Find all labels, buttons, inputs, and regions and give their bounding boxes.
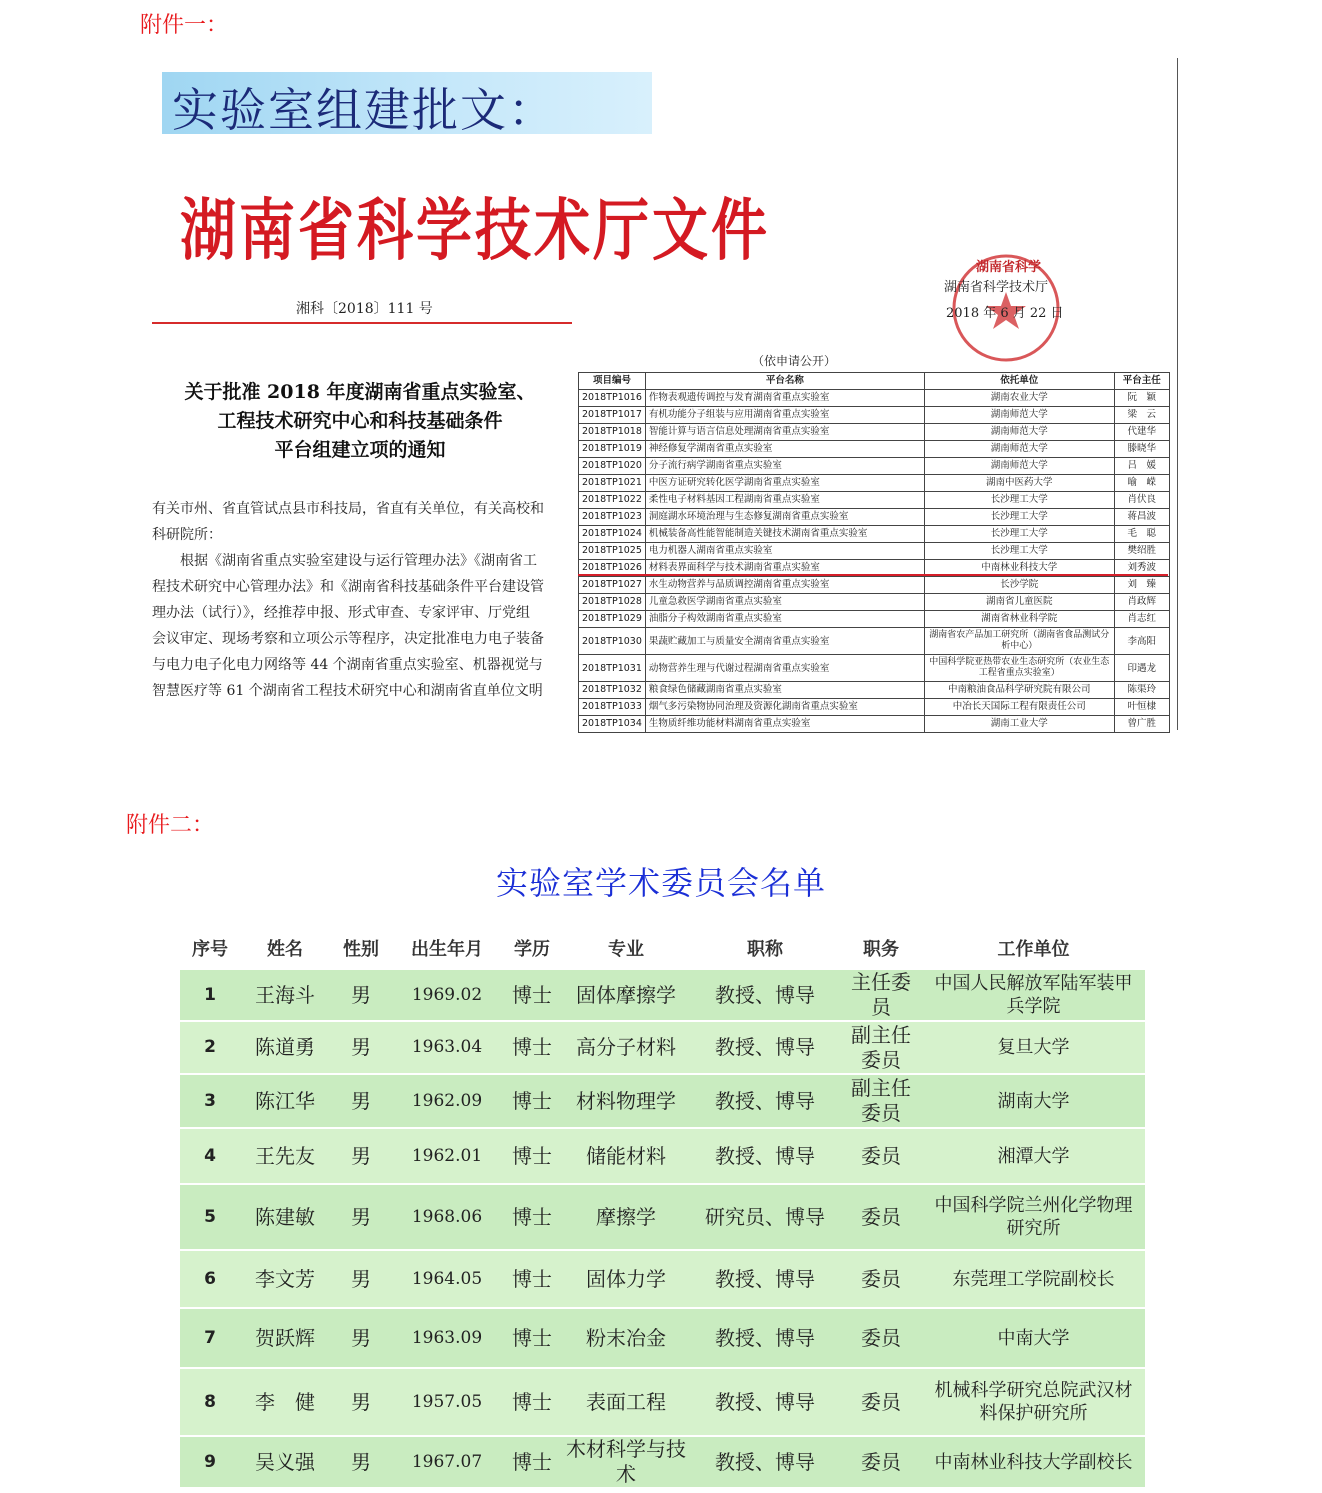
- table-cell: 2018TP1028: [579, 594, 646, 611]
- red-divider: [152, 322, 572, 324]
- table-cell: 肖志红: [1114, 611, 1169, 628]
- notice-title: [150, 378, 570, 465]
- table-cell: 2018TP1020: [579, 458, 646, 475]
- table-cell: 6: [180, 1250, 240, 1308]
- table-row: [579, 577, 1170, 594]
- table-row: [579, 594, 1170, 611]
- table-cell: 教授、博导: [690, 1021, 840, 1074]
- table-cell: 作物表观遗传调控与发育湖南省重点实验室: [645, 390, 924, 407]
- table-cell: 委员: [840, 1128, 922, 1184]
- table-cell: 1968.06: [392, 1184, 502, 1250]
- table-row: [180, 1250, 1145, 1308]
- table-cell: 滕晓华: [1114, 441, 1169, 458]
- table-cell: 1964.05: [392, 1250, 502, 1308]
- table-cell: 叶恒棣: [1114, 699, 1169, 716]
- table-cell: 刘 臻: [1114, 577, 1169, 594]
- table-cell: 9: [180, 1436, 240, 1487]
- banner-title: 实验室组建批文：: [172, 83, 556, 137]
- table-cell: 曾广胜: [1114, 716, 1169, 733]
- table-cell: 委员: [840, 1368, 922, 1436]
- table-cell: 2018TP1024: [579, 526, 646, 543]
- table-cell: 湖南师范大学: [924, 458, 1114, 475]
- table-cell: 摩擦学: [562, 1184, 690, 1250]
- table-cell: 机械科学研究总院武汉材料保护研究所: [922, 1368, 1145, 1436]
- table-cell: 烟气多污染物协同治理及资源化湖南省重点实验室: [645, 699, 924, 716]
- table-cell: 洞庭湖水环境治理与生态修复湖南省重点实验室: [645, 509, 924, 526]
- table-row: [579, 509, 1170, 526]
- table-cell: 2018TP1016: [579, 390, 646, 407]
- table-cell: 1962.01: [392, 1128, 502, 1184]
- table-cell: 湖南省农产品加工研究所（湖南省食品测试分析中心）: [924, 628, 1114, 655]
- table-cell: 王先友: [240, 1128, 330, 1184]
- body-line: 科研院所：: [152, 527, 222, 543]
- table-cell: 4: [180, 1128, 240, 1184]
- table-cell: 智能计算与语言信息处理湖南省重点实验室: [645, 424, 924, 441]
- header-cell: 项目编号: [579, 373, 646, 390]
- table-cell: 博士: [502, 1074, 562, 1128]
- table-row: [579, 682, 1170, 699]
- seal-ring-text: 湖南省科学: [976, 260, 1042, 275]
- notice-body: [152, 496, 570, 704]
- table-cell: 中南林业科技大学: [924, 560, 1114, 577]
- table-cell: 王海斗: [240, 969, 330, 1021]
- table-cell: 高分子材料: [562, 1021, 690, 1074]
- header-cell: 依托单位: [924, 373, 1114, 390]
- table-cell: 博士: [502, 1021, 562, 1074]
- table-cell: 吕 媛: [1114, 458, 1169, 475]
- table-cell: 教授、博导: [690, 969, 840, 1021]
- table-cell: 男: [330, 1308, 392, 1368]
- table-cell: 李 健: [240, 1368, 330, 1436]
- table-cell: 2018TP1017: [579, 407, 646, 424]
- table-cell: 中南林业科技大学副校长: [922, 1436, 1145, 1487]
- table-cell: 博士: [502, 1436, 562, 1487]
- table-cell: 有机功能分子组装与应用湖南省重点实验室: [645, 407, 924, 424]
- table-cell: 男: [330, 1250, 392, 1308]
- table-cell: 2018TP1034: [579, 716, 646, 733]
- table-cell: 7: [180, 1308, 240, 1368]
- notice-title-line: 工程技术研究中心和科技基础条件: [217, 410, 503, 432]
- table-cell: 1963.09: [392, 1308, 502, 1368]
- table-cell: 主任委员: [840, 969, 922, 1021]
- body-line: 根据《湖南省重点实验室建设与运行管理办法》《湖南省工: [152, 553, 537, 569]
- document-heading: 湖南省科学技术厅文件: [180, 191, 770, 271]
- table-cell: 陈渠玲: [1114, 682, 1169, 699]
- table-cell: 教授、博导: [690, 1436, 840, 1487]
- table-cell: 复旦大学: [922, 1021, 1145, 1074]
- red-marker-line: [578, 574, 1168, 576]
- table-cell: 刘秀波: [1114, 560, 1169, 577]
- table-cell: 电力机器人湖南省重点实验室: [645, 543, 924, 560]
- notice-title-line: 关于批准 2018 年度湖南省重点实验室、: [184, 381, 536, 403]
- table-cell: 2: [180, 1021, 240, 1074]
- table-cell: 1957.05: [392, 1368, 502, 1436]
- table-cell: 儿童急救医学湖南省重点实验室: [645, 594, 924, 611]
- table-row: [180, 1368, 1145, 1436]
- header-cell: 专业: [562, 928, 690, 969]
- table-row: [579, 628, 1170, 655]
- table-cell: 教授、博导: [690, 1250, 840, 1308]
- table-cell: 果蔬贮藏加工与质量安全湖南省重点实验室: [645, 628, 924, 655]
- table-row: [180, 1436, 1145, 1487]
- table-cell: 陈道勇: [240, 1021, 330, 1074]
- table-row: [180, 1021, 1145, 1074]
- table-cell: 油脂分子构效湖南省重点实验室: [645, 611, 924, 628]
- table-cell: 动物营养生理与代谢过程湖南省重点实验室: [645, 655, 924, 682]
- table-cell: 2018TP1032: [579, 682, 646, 699]
- table-cell: 2018TP1023: [579, 509, 646, 526]
- seal-org: 湖南省科学技术厅: [944, 280, 1049, 295]
- table-cell: 分子流行病学湖南省重点实验室: [645, 458, 924, 475]
- body-line: 智慧医疗等 61 个湖南省工程技术研究中心和湖南省直单位文明: [152, 683, 543, 699]
- table-cell: 湖南省儿童医院: [924, 594, 1114, 611]
- table-row: [579, 716, 1170, 733]
- table-cell: 委员: [840, 1250, 922, 1308]
- table-row: [579, 424, 1170, 441]
- table-cell: 2018TP1018: [579, 424, 646, 441]
- table-cell: 博士: [502, 1308, 562, 1368]
- header-cell: 序号: [180, 928, 240, 969]
- table-cell: 研究员、博导: [690, 1184, 840, 1250]
- table-cell: 粉末冶金: [562, 1308, 690, 1368]
- table-cell: 男: [330, 1436, 392, 1487]
- body-line: 有关市州、省直管试点县市科技局，省直有关单位，有关高校和: [152, 501, 544, 517]
- table-row: [579, 526, 1170, 543]
- table-cell: 2018TP1033: [579, 699, 646, 716]
- table-cell: 中南粮油食品科学研究院有限公司: [924, 682, 1114, 699]
- committee-title: 实验室学术委员会名单: [495, 864, 826, 902]
- table-cell: 肖伏良: [1114, 492, 1169, 509]
- table-cell: 肖政辉: [1114, 594, 1169, 611]
- table-cell: 男: [330, 1184, 392, 1250]
- table-cell: 中国人民解放军陆军装甲兵学院: [922, 969, 1145, 1021]
- table-row: [579, 655, 1170, 682]
- table-cell: 湖南师范大学: [924, 424, 1114, 441]
- attachment-2-label: 附件二：: [126, 813, 215, 838]
- table-cell: 长沙理工大学: [924, 526, 1114, 543]
- table-row: [180, 1184, 1145, 1250]
- table-cell: 2018TP1021: [579, 475, 646, 492]
- table-row: [579, 611, 1170, 628]
- header-cell: 姓名: [240, 928, 330, 969]
- header-cell: 职务: [840, 928, 922, 969]
- table-cell: 男: [330, 1368, 392, 1436]
- platform-table: [578, 372, 1170, 733]
- attachment-1-label: 附件一：: [140, 13, 229, 38]
- table-cell: 储能材料: [562, 1128, 690, 1184]
- body-line: 与电力电子化电力网络等 44 个湖南省重点实验室、机器视觉与: [152, 657, 543, 673]
- table-cell: 蒋昌波: [1114, 509, 1169, 526]
- table-cell: 2018TP1030: [579, 628, 646, 655]
- table-cell: 长沙学院: [924, 577, 1114, 594]
- table-cell: 男: [330, 1021, 392, 1074]
- table-cell: 材料物理学: [562, 1074, 690, 1128]
- table-cell: 长沙理工大学: [924, 492, 1114, 509]
- table-cell: 1963.04: [392, 1021, 502, 1074]
- table-cell: 2018TP1029: [579, 611, 646, 628]
- table-cell: 湘潭大学: [922, 1128, 1145, 1184]
- table-cell: 博士: [502, 1368, 562, 1436]
- table-cell: 2018TP1022: [579, 492, 646, 509]
- table-cell: 李文芳: [240, 1250, 330, 1308]
- header-cell: 职称: [690, 928, 840, 969]
- table-cell: 5: [180, 1184, 240, 1250]
- header-cell: 平台主任: [1114, 373, 1169, 390]
- table-cell: 8: [180, 1368, 240, 1436]
- table-cell: 柔性电子材料基因工程湖南省重点实验室: [645, 492, 924, 509]
- platform-table-header: [579, 373, 1170, 390]
- table-cell: 神经修复学湖南省重点实验室: [645, 441, 924, 458]
- scan-right-border: [1177, 58, 1178, 730]
- table-cell: 中医方证研究转化医学湖南省重点实验室: [645, 475, 924, 492]
- header-cell: 学历: [502, 928, 562, 969]
- table-cell: 湖南大学: [922, 1074, 1145, 1128]
- table-caption: （依申请公开）: [752, 354, 837, 368]
- table-cell: 机械装备高性能智能制造关键技术湖南省重点实验室: [645, 526, 924, 543]
- table-cell: 中南大学: [922, 1308, 1145, 1368]
- table-row: [180, 1308, 1145, 1368]
- table-cell: 湖南中医药大学: [924, 475, 1114, 492]
- table-row: [579, 407, 1170, 424]
- table-cell: 木材科学与技术: [562, 1436, 690, 1487]
- table-cell: 2018TP1025: [579, 543, 646, 560]
- table-cell: 湖南师范大学: [924, 407, 1114, 424]
- body-line: 会议审定、现场考察和立项公示等程序，决定批准电力电子装备: [152, 631, 544, 647]
- table-row: [579, 458, 1170, 475]
- table-cell: 2018TP1031: [579, 655, 646, 682]
- table-cell: 博士: [502, 1128, 562, 1184]
- table-cell: 中国科学院亚热带农业生态研究所（农业生态工程省重点实验室）: [924, 655, 1114, 682]
- table-cell: 固体摩擦学: [562, 969, 690, 1021]
- table-cell: 梁 云: [1114, 407, 1169, 424]
- body-line: 理办法（试行）》，经推荐申报、形式审查、专家评审、厅党组: [152, 605, 530, 621]
- table-cell: 毛 聪: [1114, 526, 1169, 543]
- table-cell: 中冶长天国际工程有限责任公司: [924, 699, 1114, 716]
- table-cell: 男: [330, 1074, 392, 1128]
- table-cell: 1967.07: [392, 1436, 502, 1487]
- table-cell: 博士: [502, 1250, 562, 1308]
- table-cell: 材料表界面科学与技术湖南省重点实验室: [645, 560, 924, 577]
- table-cell: 湖南省林业科学院: [924, 611, 1114, 628]
- table-cell: 2018TP1027: [579, 577, 646, 594]
- table-row: [180, 969, 1145, 1021]
- table-cell: 李高阳: [1114, 628, 1169, 655]
- table-cell: 副主任委员: [840, 1021, 922, 1074]
- table-cell: 委员: [840, 1184, 922, 1250]
- committee-table: [180, 928, 1145, 1487]
- table-cell: 男: [330, 969, 392, 1021]
- table-cell: 阮 颖: [1114, 390, 1169, 407]
- table-cell: 喻 嵘: [1114, 475, 1169, 492]
- table-cell: 生物质纤维功能材料湖南省重点实验室: [645, 716, 924, 733]
- table-cell: 陈建敏: [240, 1184, 330, 1250]
- table-cell: 2018TP1019: [579, 441, 646, 458]
- table-cell: 教授、博导: [690, 1368, 840, 1436]
- table-row: [180, 1074, 1145, 1128]
- table-cell: 2018TP1026: [579, 560, 646, 577]
- table-cell: 1962.09: [392, 1074, 502, 1128]
- table-cell: 水生动物营养与品质调控湖南省重点实验室: [645, 577, 924, 594]
- header-cell: 出生年月: [392, 928, 502, 969]
- table-row: [579, 699, 1170, 716]
- table-cell: 教授、博导: [690, 1128, 840, 1184]
- table-cell: 中国科学院兰州化学物理研究所: [922, 1184, 1145, 1250]
- table-cell: 粮食绿色储藏湖南省重点实验室: [645, 682, 924, 699]
- table-row: [579, 441, 1170, 458]
- seal-date: 2018 年 6 月 22 日: [946, 306, 1064, 321]
- committee-header: [180, 928, 1145, 969]
- table-cell: 贺跃辉: [240, 1308, 330, 1368]
- table-cell: 1969.02: [392, 969, 502, 1021]
- header-cell: 性别: [330, 928, 392, 969]
- table-row: [579, 475, 1170, 492]
- notice-title-line: 平台组建立项的通知: [274, 439, 446, 461]
- table-cell: 代建华: [1114, 424, 1169, 441]
- document-number: 湘科〔2018〕111 号: [296, 301, 433, 317]
- table-row: [579, 543, 1170, 560]
- table-cell: 教授、博导: [690, 1074, 840, 1128]
- table-row: [180, 1128, 1145, 1184]
- table-cell: 长沙理工大学: [924, 509, 1114, 526]
- table-cell: 博士: [502, 1184, 562, 1250]
- header-cell: 平台名称: [645, 373, 924, 390]
- table-cell: 3: [180, 1074, 240, 1128]
- table-cell: 固体力学: [562, 1250, 690, 1308]
- table-row: [579, 390, 1170, 407]
- table-cell: 委员: [840, 1436, 922, 1487]
- table-cell: 吴义强: [240, 1436, 330, 1487]
- table-cell: 副主任委员: [840, 1074, 922, 1128]
- table-cell: 博士: [502, 969, 562, 1021]
- body-line: 程技术研究中心管理办法》和《湖南省科技基础条件平台建设管: [152, 579, 544, 595]
- table-cell: 东莞理工学院副校长: [922, 1250, 1145, 1308]
- table-cell: 湖南农业大学: [924, 390, 1114, 407]
- table-cell: 长沙理工大学: [924, 543, 1114, 560]
- table-cell: 湖南师范大学: [924, 441, 1114, 458]
- table-cell: 委员: [840, 1308, 922, 1368]
- table-cell: 陈江华: [240, 1074, 330, 1128]
- committee-table-wrap: [180, 928, 1145, 1488]
- table-cell: 表面工程: [562, 1368, 690, 1436]
- table-cell: 1: [180, 969, 240, 1021]
- table-cell: 男: [330, 1128, 392, 1184]
- table-cell: 印遇龙: [1114, 655, 1169, 682]
- table-row: [579, 492, 1170, 509]
- header-cell: 工作单位: [922, 928, 1145, 969]
- table-cell: 教授、博导: [690, 1308, 840, 1368]
- table-cell: 樊绍胜: [1114, 543, 1169, 560]
- table-cell: 湖南工业大学: [924, 716, 1114, 733]
